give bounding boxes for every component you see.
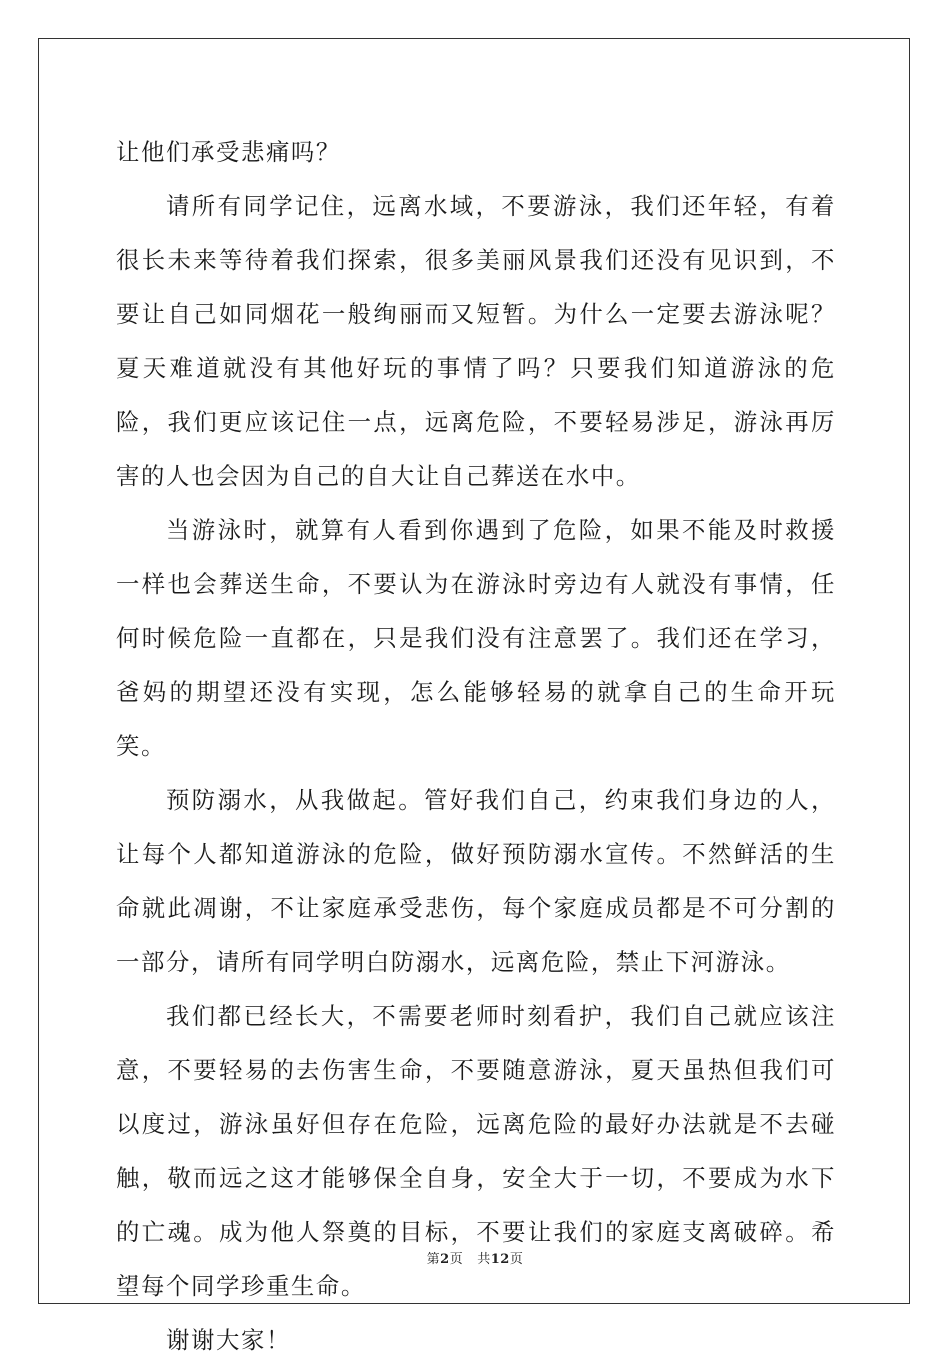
- page-suffix: 页: [449, 1252, 464, 1267]
- page-prefix: 第: [426, 1252, 441, 1267]
- paragraph: 当游泳时，就算有人看到你遇到了危险，如果不能及时救援一样也会葬送生命，不要认为在游泳时旁边有人就没有事情，任何时候危险一直都在，只是我们没有注意罢了。我们还在学习，爸妈的期望还没有实现，怎么能够轻易的就拿自己的生命开玩笑。: [116, 516, 836, 760]
- document-body: [116, 125, 836, 1367]
- total-prefix: 共: [477, 1252, 491, 1267]
- page-footer: [0, 1248, 950, 1267]
- total-suffix: 页: [509, 1252, 524, 1267]
- paragraph: 预防溺水，从我做起。管好我们自己，约束我们身边的人，让每个人都知道游泳的危险，做好预防溺水宣传。不然鲜活的生命就此凋谢，不让家庭承受悲伤，每个家庭成员都是不可分割的一部分，请所有同学明白防溺水，远离危险，禁止下河游泳。: [116, 786, 836, 976]
- paragraph: 请所有同学记住，远离水域，不要游泳，我们还年轻，有着很长未来等待着我们探索，很多美丽风景我们还没有见识到，不要让自己如同烟花一般绚丽而又短暂。为什么一定要去游泳呢？夏天难道就没有其他好玩的事情了吗？只要我们知道游泳的危险，我们更应该记住一点，远离危险，不要轻易涉足，游泳再厉害的人也会因为自己的自大让自己葬送在水中。: [116, 192, 836, 490]
- closing-line: 谢谢大家！: [166, 1326, 291, 1354]
- page-number: 2: [440, 1252, 450, 1267]
- paragraph: 我们都已经长大，不需要老师时刻看护，我们自己就应该注意，不要轻易的去伤害生命，不要随意游泳，夏天虽热但我们可以度过，游泳虽好但存在危险，远离危险的最好办法就是不去碰触，敬而远之这才能够保全自身，安全大于一切，不要成为水下的亡魂。成为他人祭奠的目标，不要让我们的家庭支离破碎。希望每个同学珍重生命。: [116, 1002, 836, 1300]
- paragraph-continuation: 让他们承受悲痛吗？: [116, 138, 341, 166]
- total-pages: 12: [490, 1252, 510, 1267]
